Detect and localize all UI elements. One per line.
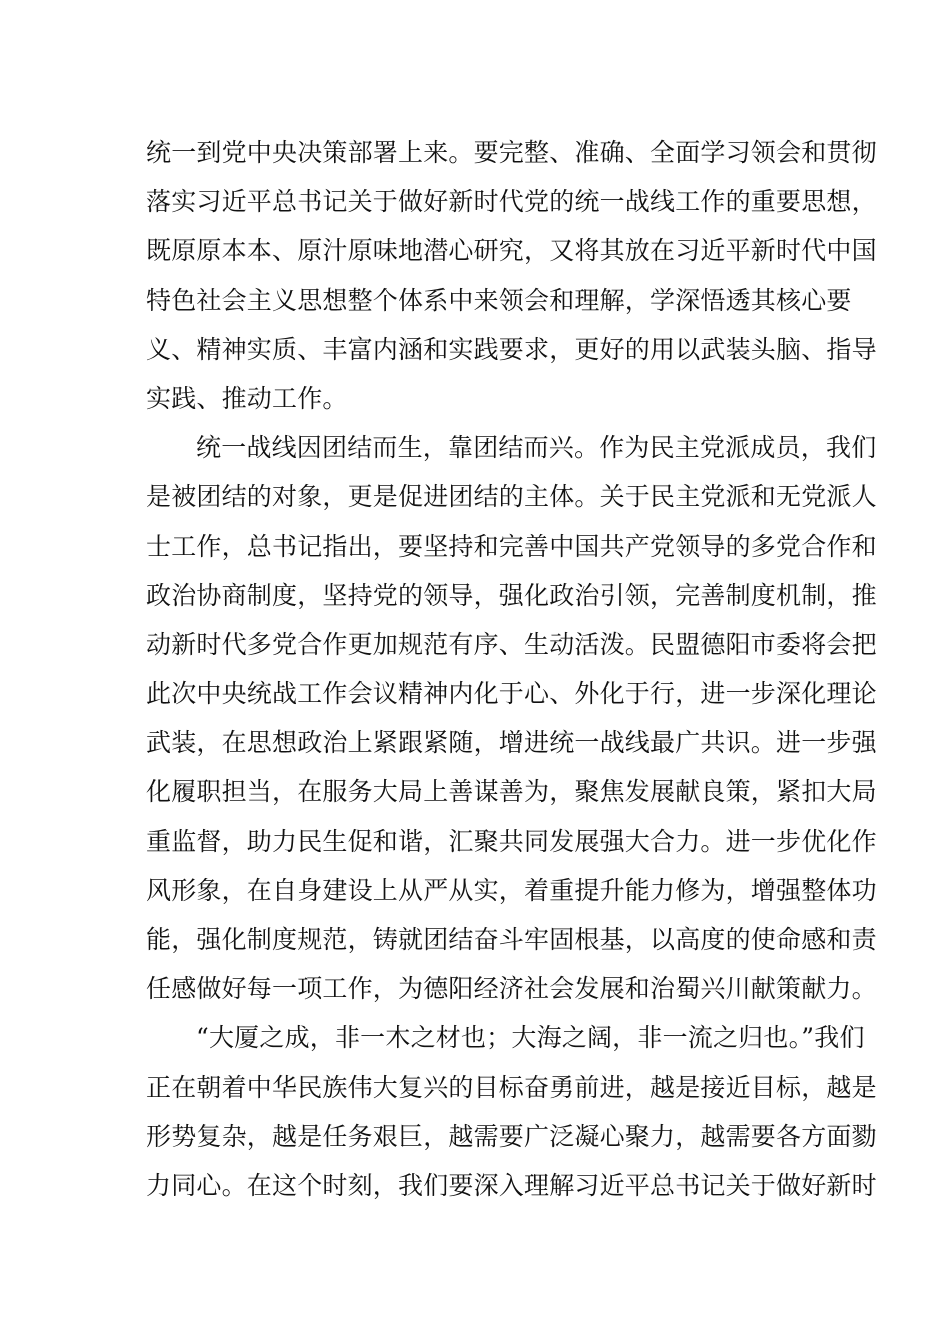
paragraph-3-line-3: 形势复杂，越是任务艰巨，越需要广泛凝心聚力，越需要各方面勠 [146,1121,877,1151]
paragraph-3-line-1: “大厦之成，非一木之材也；大海之阔，非一流之归也。”我们 [196,1023,865,1053]
paragraph-2-line-6: 此次中央统战工作会议精神内化于心、外化于行，进一步深化理论 [146,679,877,709]
paragraph-1-line-2: 落实习近平总书记关于做好新时代党的统一战线工作的重要思想， [146,187,877,217]
paragraph-1-line-6: 实践、推动工作。 [146,383,348,413]
paragraph-2-line-7: 武装，在思想政治上紧跟紧随，增进统一战线最广共识。进一步强 [146,728,877,758]
body-text [146,128,877,1210]
paragraph-2-line-8: 化履职担当，在服务大局上善谋善为，聚焦发展献良策，紧扣大局 [146,777,877,807]
paragraph-3-line-2: 正在朝着中华民族伟大复兴的目标奋勇前进，越是接近目标，越是 [146,1072,877,1102]
paragraph-2-line-2: 是被团结的对象，更是促进团结的主体。关于民主党派和无党派人 [146,482,877,512]
paragraph-1-line-4: 特色社会主义思想整个体系中来领会和理解，学深悟透其核心要 [146,285,852,315]
paragraph-1-line-1: 统一到党中央决策部署上来。要完整、准确、全面学习领会和贯彻 [146,138,877,167]
paragraph-1-line-5: 义、精神实质、丰富内涵和实践要求，更好的用以武装头脑、指导 [146,334,877,364]
paragraph-1-line-3: 既原原本本、原汁原味地潜心研究，又将其放在习近平新时代中国 [146,236,877,266]
paragraph-3-line-4: 力同心。在这个时刻，我们要深入理解习近平总书记关于做好新时 [146,1170,877,1200]
paragraph-2-line-5: 动新时代多党合作更加规范有序、生动活泼。民盟德阳市委将会把 [146,629,877,659]
paragraph-2-line-9: 重监督，助力民生促和谐，汇聚共同发展强大合力。进一步优化作 [146,826,877,856]
paragraph-2-line-4: 政治协商制度，坚持党的领导，强化政治引领，完善制度机制，推 [146,580,877,610]
paragraph-2-line-1: 统一战线因团结而生，靠团结而兴。作为民主党派成员，我们 [196,433,877,463]
paragraph-2-line-12: 任感做好每一项工作，为德阳经济社会发展和治蜀兴川献策献力。 [146,974,877,1004]
paragraph-2-line-3: 士工作，总书记指出，要坚持和完善中国共产党领导的多党合作和 [146,531,877,561]
paragraph-2-line-11: 能，强化制度规范，铸就团结奋斗牢固根基，以高度的使命感和责 [146,925,877,954]
paragraph-2-line-10: 风形象，在自身建设上从严从实，着重提升能力修为，增强整体功 [146,875,877,905]
